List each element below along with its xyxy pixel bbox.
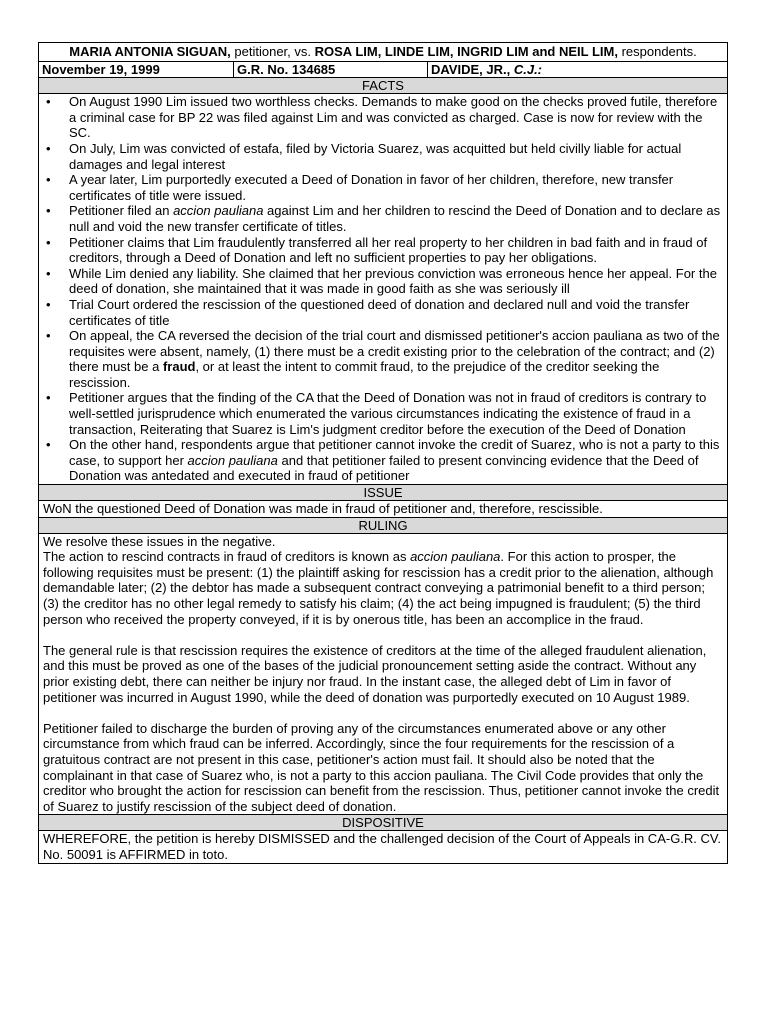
- list-item-bold: fraud: [162, 359, 196, 375]
- issue-text: WoN the questioned Deed of Donation was made in fraud of petitioner and, therefore, rescissible.: [39, 501, 728, 518]
- list-item: [43, 437, 724, 484]
- list-item-text: against Lim and her children to rescind the Deed of Donation and to declare as null and void the new transfer certificate of titles.: [69, 203, 721, 234]
- issue-heading-row: [39, 485, 728, 501]
- ruling-paragraph-1: [43, 549, 724, 627]
- list-item-text: and that petitioner failed to present convincing evidence that the Deed of Donation was antedated and executed in fraud of petitioner: [69, 452, 699, 484]
- list-item: • While Lim denied any liability. She claimed that her previous conviction was erroneous hence her appeal. For the deed of donation, she maintained that it was made in good faith as she was seriously ill: [43, 266, 724, 297]
- facts-heading: FACTS: [39, 78, 728, 94]
- list-item-text: On the other hand, respondents argue that petitioner cannot invoke the credit of Suarez, who is not a party to this case, to support her: [69, 437, 720, 468]
- respondent-names: ROSA LIM, LINDE LIM, INGRID LIM and NEIL LIM,: [314, 44, 618, 59]
- dispositive-text: WHEREFORE, the petition is hereby DISMISSED and the challenged decision of the Court of Appeals in CA-G.R. CV. No. 50091 is AFFIRMED in toto.: [39, 831, 728, 863]
- list-item: • On August 1990 Lim issued two worthless checks. Demands to make good on the checks proved futile, therefore a criminal case for BP 22 was filed against Lim and was convicted as charged. Case is now for review with the SC.: [43, 94, 724, 141]
- gr-number: G.R. No. 134685: [234, 61, 428, 78]
- respondent-label: respondents.: [617, 44, 697, 59]
- ruling-text: The action to rescind contracts in fraud of creditors is known as: [43, 549, 411, 565]
- list-item: • Petitioner claims that Lim fraudulently transferred all her real property to her children in bad faith and in fraud of creditors, through a Deed of Donation and left no sufficient properties to pay her obligations.: [43, 235, 724, 266]
- issue-heading: ISSUE: [39, 485, 728, 501]
- ruling-paragraph-3: Petitioner failed to discharge the burden of proving any of the circumstances enumerated above or any other circumstance from which fraud can be inferred. Accordingly, since the four requirements for the rescission of a gratuitous contract are not present in this case, petitioner's action must fail. It should also be noted that the complainant in that case of Suarez who, is not a party to this accion pauliana. The Civil Code provides that only the creditor who brought the action for rescission can benefit from the rescission. Thus, petitioner cannot invoke the credit of Suarez to justify rescission of the subject deed of donation.: [43, 720, 720, 814]
- ruling-row: [39, 533, 728, 815]
- case-digest-page: [38, 42, 727, 864]
- case-title-row: [39, 43, 728, 62]
- ponente-title: C.J.:: [513, 61, 543, 77]
- ponente: [428, 61, 728, 78]
- facts-row: [39, 94, 728, 485]
- case-title: [39, 43, 728, 62]
- dispositive-row: [39, 831, 728, 863]
- ruling-cell: [39, 533, 728, 815]
- list-item-text: Petitioner filed an: [69, 203, 174, 219]
- ruling-text: . For this action to prosper, the following requisites must be present: (1) the plaintiff asking for rescission has a credit prior to the alienation, although demandable later; (2) the debtor has made a subsequent contract conveying a patrimonial benefit to a third person; (3) the creditor has no other legal remedy to satisfy his claim; (4) the act being impugned is fraudulent; (5) the third person who received the property conveyed, if it is by onerous title, has been an accomplice in the fraud.: [43, 549, 714, 627]
- list-item: [43, 203, 724, 234]
- dispositive-heading-row: [39, 815, 728, 831]
- ruling-heading-row: [39, 517, 728, 533]
- list-item: • Trial Court ordered the rescission of the questioned deed of donation and declared null and void the transfer certificates of title: [43, 297, 724, 328]
- list-item: • On July, Lim was convicted of estafa, filed by Victoria Suarez, was acquitted but held civilly liable for actual damages and legal interest: [43, 141, 724, 172]
- dispositive-heading: DISPOSITIVE: [39, 815, 728, 831]
- case-digest-table: [38, 42, 728, 864]
- ruling-opening-line: We resolve these issues in the negative.: [43, 533, 276, 549]
- list-item: • Petitioner argues that the finding of the CA that the Deed of Donation was not in fraud of creditors is contrary to well-settled jurisprudence which enumerated the various circumstances indicating the existence of fraud in a transaction, Reiterating that Suarez is Lim's judgment creditor before the execution of the Deed of Donation: [43, 390, 724, 437]
- ruling-emphasis: accion pauliana: [410, 549, 501, 565]
- facts-cell: [39, 94, 728, 485]
- list-item-emphasis: accion pauliana: [173, 203, 264, 219]
- issue-row: [39, 501, 728, 518]
- facts-list: [43, 94, 724, 484]
- paragraph-spacer: [43, 627, 724, 643]
- ruling-heading: RULING: [39, 517, 728, 533]
- paragraph-spacer: [43, 705, 724, 721]
- case-info-row: [39, 61, 728, 78]
- petitioner-label: petitioner, vs.: [230, 44, 315, 59]
- petitioner-name: MARIA ANTONIA SIGUAN,: [69, 44, 231, 59]
- case-date: November 19, 1999: [39, 61, 234, 78]
- facts-heading-row: [39, 78, 728, 94]
- list-item-text: On appeal, the CA reversed the decision of the trial court and dismissed petitioner's accion pauliana as two of the requisites were absent, namely, (1) there must be a credit existing prior to the celebration of the contract; and (2) there must be a: [69, 328, 720, 375]
- list-item: • A year later, Lim purportedly executed a Deed of Donation in favor of her children, therefore, new transfer certificates of title were issued.: [43, 172, 724, 203]
- list-item-emphasis: accion pauliana: [187, 452, 278, 468]
- list-item: [43, 328, 724, 390]
- list-item-text: , or at least the intent to commit fraud, to the prejudice of the creditor seeking the rescission.: [69, 359, 660, 390]
- ponente-name: DAVIDE, JR.,: [431, 61, 514, 77]
- ruling-paragraph-2: The general rule is that rescission requires the existence of creditors at the time of the alleged fraudulent alienation, and this must be proved as one of the bases of the judicial pronouncement setting aside the contract. Without any prior existing debt, there can neither be injury nor fraud. In the instant case, the alleged debt of Lim in favor of petitioner was incurred in August 1990, while the deed of donation was purportedly executed on 10 August 1989.: [43, 642, 707, 705]
